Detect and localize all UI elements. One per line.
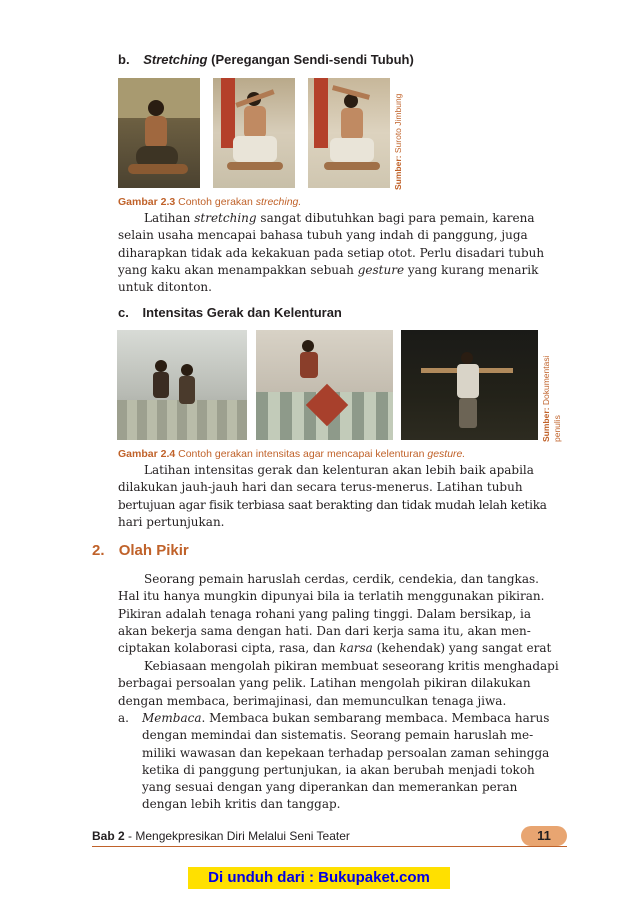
figure-2-4-caption <box>118 448 465 460</box>
para-stretching-l3: diharapkan tidak ada kekakuan pada setiap otot. Perlu disadari tubuh <box>118 245 545 260</box>
para-intensitas-l4: hari pertunjukan. <box>118 514 225 529</box>
figure-2-3-caption-text: Contoh gerakan <box>178 196 253 208</box>
para-olah-1-l3: Pikiran adalah tenaga rohani yang paling tinggi. Dalam bersikap, ia <box>118 606 531 621</box>
para-olah-1-l5a: ciptakan kolaborasi cipta, rasa, dan <box>118 641 336 656</box>
item-a-l4: ketika di panggung pertunjukan, ia akan berubah menjadi tokoh <box>142 762 535 777</box>
figure-2-4-caption-label: Gambar 2.4 <box>118 448 176 460</box>
section-b-letter: b. <box>118 52 130 67</box>
footer-rule <box>92 846 567 847</box>
footer-chapter <box>92 829 350 843</box>
section-c-letter: c. <box>118 305 129 320</box>
paragraph-intensitas <box>118 462 563 531</box>
section-b-title: (Peregangan Sendi-sendi Tubuh) <box>211 52 414 67</box>
para-stretching-l4b: yang kurang menarik <box>407 262 539 277</box>
para-stretching-l1i: stretching <box>194 211 257 225</box>
figure-2-3-caption <box>118 196 301 208</box>
item-a-l3: miliki wawasan dan kepekaan terhadap persoalan zaman sehingga <box>142 745 550 760</box>
para-olah-1-l5i: karsa <box>339 641 373 656</box>
section-2-heading <box>92 542 189 559</box>
para-stretching-l2: selain usaha mencapai bahasa tubuh yang indah di panggung, juga <box>118 228 528 243</box>
figure-2-4-photo-1 <box>117 330 247 440</box>
para-olah-1-l2: Hal itu hanya mungkin dipunyai bila ia terlatih menggunakan pikiran. <box>118 589 545 604</box>
item-a-l1: . Membaca bukan sembarang membaca. Membaca harus <box>201 711 550 725</box>
section-2-title: Olah Pikir <box>118 542 189 559</box>
figure-2-4-photo-2 <box>256 330 393 440</box>
figure-2-3-caption-label: Gambar 2.3 <box>118 196 176 208</box>
figure-2-3-source-name: Suroto Jimbung <box>393 93 403 154</box>
download-banner[interactable]: Di unduh dari : Bukupaket.com <box>188 867 450 889</box>
figure-2-3-photo-2 <box>213 78 295 188</box>
figure-2-4-source-label: Sumber: <box>541 407 551 442</box>
paragraph-olah-pikir-1 <box>118 571 563 657</box>
para-olah-1-l4: akan bekerja sama dengan hati. Dan dari kerja sama itu, akan men- <box>118 623 531 638</box>
item-a-l6: dengan lebih kritis dan tanggap. <box>142 797 341 812</box>
figure-2-4-source <box>541 356 563 442</box>
para-intensitas-l2: dilakukan jauh-jauh hari dan secara terus-menerus. Latihan tubuh <box>118 480 523 495</box>
para-stretching-l5: untuk ditonton. <box>118 280 212 295</box>
para-stretching-l1b: sangat dibutuhkan bagi para pemain, karena <box>260 211 535 225</box>
figure-2-4-source-name-2: penulis <box>552 415 562 442</box>
footer-chapter-label: Bab 2 <box>92 829 125 843</box>
para-stretching-l4i: gesture <box>357 262 405 277</box>
figure-2-3-source <box>393 94 403 190</box>
section-c-heading <box>118 305 342 320</box>
section-c-title: Intensitas Gerak dan Kelenturan <box>142 305 342 320</box>
para-olah-2-l3: dengan membaca, berimajinasi, dan memunculkan tenaga jiwa. <box>118 693 507 708</box>
para-olah-2-l2: berbagai persoalan yang pelik. Latihan mengolah pikiran dilakukan <box>118 676 531 691</box>
figure-2-3-source-label: Sumber: <box>393 155 403 190</box>
item-a-l5: yang sesuai dengan yang diperankan dan memerankan peran <box>142 780 518 795</box>
page-number-badge: 11 <box>521 826 567 846</box>
figure-2-3-photo-3 <box>308 78 390 188</box>
figure-2-4-caption-italic: gesture. <box>427 448 466 460</box>
para-olah-2-l1: Kebiasaan mengolah pikiran membuat seseorang kritis menghadapi <box>144 659 559 673</box>
section-2-number: 2. <box>92 542 105 559</box>
figure-2-3-caption-italic: streching. <box>255 196 302 208</box>
item-a-body <box>142 710 563 814</box>
figure-2-4-source-name-1: Dokumentasi <box>541 355 551 406</box>
section-b-title-italic: Stretching <box>143 52 208 67</box>
para-stretching-l1a: Latihan <box>144 211 191 225</box>
para-intensitas-l3: bertujuan agar fisik terbiasa saat berakting dan tidak mudah lelah ketika <box>118 497 547 512</box>
figure-2-4-photo-3 <box>401 330 538 440</box>
item-a-letter: a. <box>118 711 129 725</box>
item-a-term: Membaca <box>142 711 202 725</box>
paragraph-olah-pikir-2 <box>118 658 563 710</box>
figure-2-3-photo-1 <box>118 78 200 188</box>
para-olah-1-l5b: (kehendak) yang sangat erat <box>376 641 552 656</box>
item-a-l2: dengan memindai dan sistematis. Seorang pemain haruslah me- <box>142 728 534 743</box>
paragraph-stretching <box>118 210 563 296</box>
para-olah-1-l1: Seorang pemain haruslah cerdas, cerdik, cendekia, dan tangkas. <box>144 572 539 586</box>
figure-2-4-caption-text: Contoh gerakan intensitas agar mencapai kelenturan <box>178 448 425 460</box>
section-b-heading <box>118 52 414 67</box>
para-stretching-l4a: yang kaku akan menampakkan sebuah <box>118 262 354 277</box>
footer-chapter-title: - Mengekpresikan Diri Melalui Seni Teater <box>128 829 350 843</box>
para-intensitas-l1: Latihan intensitas gerak dan kelenturan akan lebih baik apabila <box>144 463 534 477</box>
